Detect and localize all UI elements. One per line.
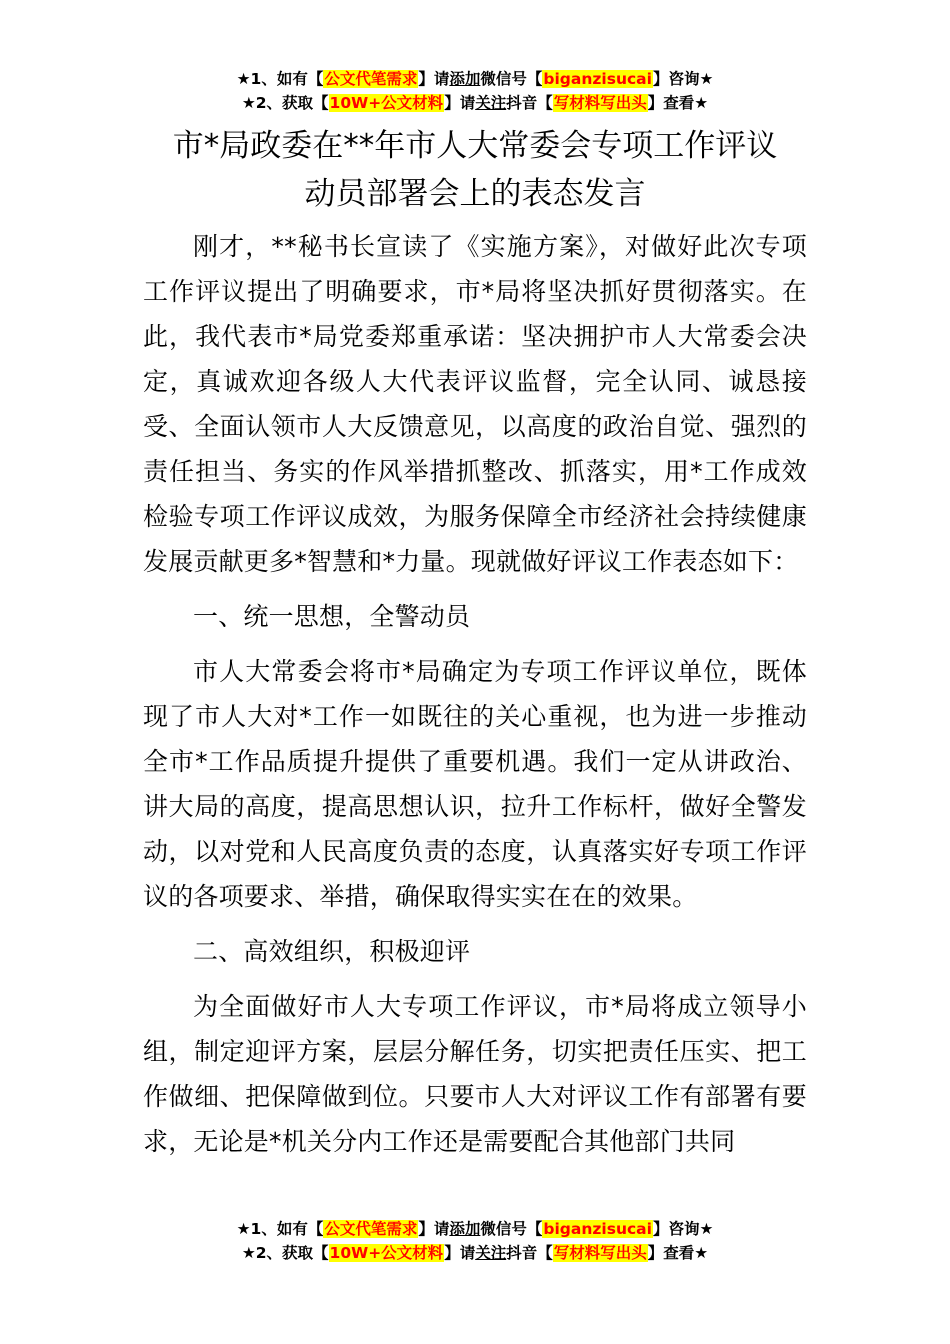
- paragraph-3: 为全面做好市人大专项工作评议，市*局将成立领导小组，制定迎评方案，层层分解任务，切实把责任压实、把工作做细、把保障做到位。只要市人大对评议工作有部署有要求，无论是*机关分内工作还是需要配合其他部门共同: [143, 992, 807, 1156]
- banner-line-2: [0, 92, 950, 116]
- banner-underlined: 关注: [475, 1244, 507, 1262]
- title-line-1: 市*局政委在**年市人大常委会专项工作评议: [172, 128, 778, 164]
- banner-text: 抖音【: [506, 1244, 553, 1262]
- banner-highlight: 写材料写出头: [553, 94, 647, 112]
- banner-text: 】请: [444, 1244, 476, 1262]
- banner-text: 】咨询★: [652, 1220, 714, 1238]
- banner-text: ★2、获取【: [241, 1244, 329, 1262]
- banner-line-1: [0, 68, 950, 92]
- banner-highlight: 10W+公文材料: [329, 94, 444, 112]
- paragraph-1: 刚才，**秘书长宣读了《实施方案》，对做好此次专项工作评议提出了明确要求，市*局将坚决抓好贯彻落实。在此，我代表市*局党委郑重承诺：坚决拥护市人大常委会决定，真诚欢迎各级人大代表评议监督，完全认同、诚恳接受、全面认领市人大反馈意见，以高度的政治自觉、强烈的责任担当、务实的作风举措抓整改、抓落实，用*工作成效检验专项工作评议成效，为服务保障全市经济社会持续健康发展贡献更多*智慧和*力量。现就做好评议工作表态如下：: [143, 232, 807, 576]
- document-body: [143, 224, 807, 1164]
- top-banner: [0, 68, 950, 116]
- banner-line-2: [0, 1242, 950, 1266]
- banner-highlight: 10W+公文材料: [329, 1244, 444, 1262]
- paragraph-2: 市人大常委会将市*局确定为专项工作评议单位，既体现了市人大对*工作一如既往的关心重视，也为进一步推动全市*工作品质提升提供了重要机遇。我们一定从讲政治、讲大局的高度，提高思想认识，拉升工作标杆，做好全警发动，以对党和人民高度负责的态度，认真落实好专项工作评议的各项要求、举措，确保取得实实在在的效果。: [143, 657, 807, 911]
- banner-text: 】查看★: [647, 1244, 709, 1262]
- banner-text: 】查看★: [647, 94, 709, 112]
- bottom-banner: [0, 1218, 950, 1266]
- banner-text: ★1、如有【: [236, 70, 324, 88]
- banner-underlined: 关注: [475, 94, 507, 112]
- banner-underlined: 添加: [449, 70, 481, 88]
- banner-highlight: 公文代笔需求: [324, 70, 418, 88]
- banner-highlight: biganzisucai: [543, 70, 652, 88]
- banner-text: 】请: [418, 1220, 450, 1238]
- banner-text: 】请: [418, 70, 450, 88]
- title-line-2: 动员部署会上的表态发言: [304, 176, 646, 212]
- banner-highlight: 写材料写出头: [553, 1244, 647, 1262]
- banner-text: 】咨询★: [652, 70, 714, 88]
- banner-highlight: 公文代笔需求: [324, 1220, 418, 1238]
- banner-highlight: biganzisucai: [543, 1220, 652, 1238]
- section-heading-1: 一、统一思想，全警动员: [193, 602, 471, 631]
- banner-text: 】请: [444, 94, 476, 112]
- document-title: [0, 122, 950, 218]
- banner-text: 抖音【: [506, 94, 553, 112]
- section-heading-2: 二、高效组织，积极迎评: [193, 937, 471, 966]
- banner-line-1: [0, 1218, 950, 1242]
- banner-underlined: 添加: [449, 1220, 481, 1238]
- banner-text: 微信号【: [480, 1220, 543, 1238]
- banner-text: 微信号【: [480, 70, 543, 88]
- banner-text: ★2、获取【: [241, 94, 329, 112]
- banner-text: ★1、如有【: [236, 1220, 324, 1238]
